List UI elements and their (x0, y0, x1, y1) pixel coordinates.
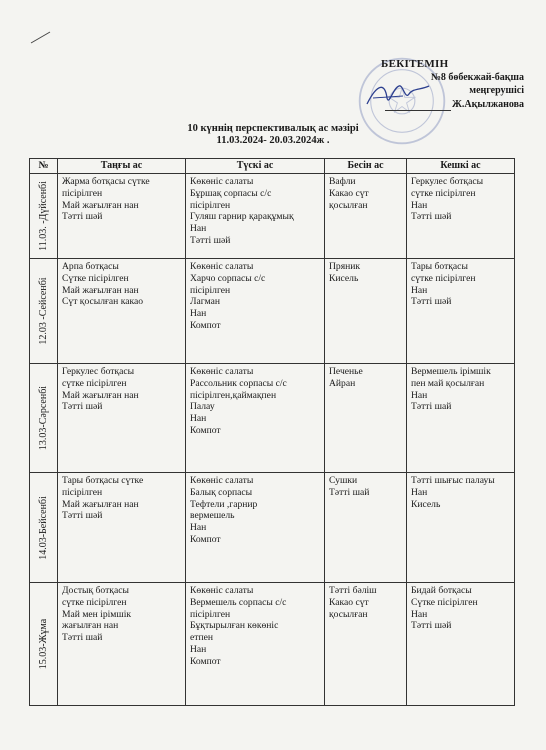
lunch-cell (186, 364, 325, 473)
document-date-range: 11.03.2024- 20.03.2024ж . (216, 135, 330, 146)
menu-item-line: Геркулес ботқасы (411, 176, 484, 187)
menu-item-line: Печенье (329, 366, 363, 377)
menu-item-line: Тефтели ,гарнир (190, 498, 258, 510)
afternoon-snack-cell (325, 364, 407, 473)
menu-item-line: пісірілген,қаймақпен (190, 389, 277, 401)
menu-item-line: Нан (411, 608, 428, 620)
menu-item-line: сүтке пісірілген (62, 377, 127, 389)
menu-item-line: Май жағылған нан (62, 284, 139, 296)
menu-item-line: Пряник (329, 261, 361, 272)
menu-item-line: пісірілген (190, 284, 231, 296)
menu-item-line: Арпа ботқасы (62, 261, 119, 272)
menu-item-line: Нан (411, 486, 428, 498)
menu-item-line: Сушки (329, 475, 358, 486)
menu-table-header-row (30, 159, 515, 174)
menu-item-line: Көкөніс салаты (190, 366, 254, 377)
menu-item-line: Какао сүт (329, 596, 369, 608)
menu-item-line: Май жағылған нан (62, 498, 139, 510)
menu-item-line: Нан (190, 223, 207, 235)
header-lunch: Түскі ас (186, 159, 325, 174)
menu-item-line: қосылған (329, 608, 368, 620)
menu-item-line: пен май қосылған (411, 377, 485, 389)
header-breakfast: Таңғы ас (58, 159, 186, 174)
menu-item-line: етпен (190, 632, 213, 644)
breakfast-cell (58, 364, 186, 473)
breakfast-cell (58, 583, 186, 706)
menu-item-line: Нан (190, 522, 207, 534)
breakfast-cell (58, 174, 186, 259)
table-row (30, 364, 515, 473)
menu-item-line: Компот (190, 424, 221, 436)
menu-item-line: Вермешель сорпасы с/с (190, 596, 287, 608)
menu-item-line: Көкөніс салаты (190, 261, 254, 272)
menu-table (29, 158, 515, 706)
menu-item-line: Компот (190, 319, 221, 331)
day-label: 15.03-Жұма (37, 618, 49, 670)
menu-item-line: Тәтті шәй (411, 211, 452, 223)
menu-item-line: пісірілген (190, 608, 231, 620)
dinner-cell (407, 473, 515, 583)
menu-item-line: Май жағылған нан (62, 199, 139, 211)
menu-item-line: Палау (190, 401, 215, 413)
signature-line (385, 110, 451, 111)
table-row (30, 259, 515, 364)
day-cell (30, 174, 58, 259)
menu-item-line: Тәтті шәй (411, 620, 452, 632)
menu-item-line: Тәтті шай (329, 486, 370, 498)
menu-item-line: Тары ботқасы (411, 261, 468, 272)
header-afternoon-snack: Бесін ас (325, 159, 407, 174)
lunch-cell (186, 174, 325, 259)
menu-item-line: Нан (411, 199, 428, 211)
day-label: 12.03 -Сейсенбі (37, 277, 49, 345)
menu-item-line: Тәтті бәліш (329, 585, 377, 596)
menu-item-line: Рассольник сорпасы с/с (190, 377, 287, 389)
menu-item-line: Достық ботқасы (62, 585, 129, 596)
dinner-cell (407, 364, 515, 473)
menu-item-line: Компот (190, 533, 221, 545)
menu-item-line: Нан (190, 308, 207, 320)
dinner-cell (407, 583, 515, 706)
menu-item-line: сүтке пісірілген (411, 272, 476, 284)
menu-item-line: пісірілген (62, 187, 103, 199)
table-row (30, 583, 515, 706)
menu-item-line: Сүт қосылған какао (62, 296, 144, 308)
approval-name: Ж.Ақылжанова (452, 99, 524, 110)
menu-item-line: Жарма ботқасы сүтке (62, 176, 150, 187)
day-label: 11.03. -Дүйсенбі (37, 181, 49, 251)
lunch-cell (186, 259, 325, 364)
menu-item-line: вермешель (190, 510, 235, 522)
menu-item-line: Көкөніс салаты (190, 585, 254, 596)
table-row (30, 473, 515, 583)
menu-item-line: Тәтті шәй (62, 211, 103, 223)
day-cell (30, 259, 58, 364)
menu-item-line: пісірілген (62, 486, 103, 498)
menu-item-line: Тәтті шай (62, 632, 103, 644)
approval-position: меңгерушісі (469, 85, 524, 96)
breakfast-cell (58, 259, 186, 364)
menu-item-line: Көкөніс салаты (190, 475, 254, 486)
menu-item-line: Май жағылған нан (62, 389, 139, 401)
menu-item-line: Балық сорпасы (190, 486, 253, 498)
menu-item-line: Вермешель ірімшік (411, 366, 491, 377)
menu-item-line: Вафли (329, 176, 356, 187)
dinner-cell (407, 174, 515, 259)
header-number: № (30, 159, 58, 174)
menu-item-line: Нан (190, 413, 207, 425)
menu-item-line: Нан (411, 389, 428, 401)
menu-item-line: Тары ботқасы сүтке (62, 475, 144, 486)
menu-item-line: Тәтті шәй (62, 401, 103, 413)
menu-item-line: Тәтті шәй (411, 296, 452, 308)
menu-item-line: Бидай ботқасы (411, 585, 472, 596)
menu-item-line: Тәтті шығыс палауы (411, 475, 495, 486)
pen-scratch-mark (30, 30, 52, 44)
menu-item-line: Гуляш гарнир қарақұмық (190, 211, 294, 223)
menu-item-line: Сүтке пісірілген (411, 596, 478, 608)
menu-item-line: Нан (190, 643, 207, 655)
menu-item-line: Кисель (411, 498, 441, 510)
menu-item-line: Айран (329, 377, 356, 389)
menu-item-line: жағылған нан (62, 620, 119, 632)
menu-item-line: Нан (411, 284, 428, 296)
menu-item-line: Компот (190, 655, 221, 667)
day-cell (30, 364, 58, 473)
menu-item-line: Май мен ірімшік (62, 608, 132, 620)
menu-item-line: сүтке пісірілген (411, 187, 476, 199)
table-row (30, 174, 515, 259)
day-cell (30, 583, 58, 706)
dinner-cell (407, 259, 515, 364)
menu-item-line: Харчо сорпасы с/с (190, 272, 266, 284)
menu-item-line: пісірілген (190, 199, 231, 211)
handwritten-signature (363, 80, 433, 110)
menu-item-line: Какао сүт (329, 187, 369, 199)
breakfast-cell (58, 473, 186, 583)
menu-item-line: Тәтті шәй (62, 510, 103, 522)
menu-item-line: Кисель (329, 272, 359, 284)
menu-item-line: Сүтке пісірілген (62, 272, 129, 284)
approval-institution: №8 бөбекжай-бақша (430, 72, 524, 83)
document-title: 10 күннің перспективалық ас мәзірі (187, 123, 359, 134)
menu-item-line: Бұршақ сорпасы с/с (190, 187, 272, 199)
lunch-cell (186, 473, 325, 583)
menu-item-line: Тәтті шәй (190, 234, 231, 246)
afternoon-snack-cell (325, 174, 407, 259)
afternoon-snack-cell (325, 473, 407, 583)
menu-item-line: Көкөніс салаты (190, 176, 254, 187)
afternoon-snack-cell (325, 583, 407, 706)
day-label: 13.03-Сәрсенбі (37, 385, 49, 451)
menu-item-line: Геркулес ботқасы (62, 366, 135, 377)
menu-item-line: Тәтті шай (411, 401, 452, 413)
menu-item-line: Лагман (190, 296, 220, 308)
approval-heading: БЕКІТЕМІН (381, 58, 449, 70)
afternoon-snack-cell (325, 259, 407, 364)
header-dinner: Кешкі ас (407, 159, 515, 174)
menu-item-line: қосылған (329, 199, 368, 211)
day-cell (30, 473, 58, 583)
menu-item-line: Бұқтырылған көкөніс (190, 620, 279, 632)
menu-item-line: сүтке пісірілген (62, 596, 127, 608)
lunch-cell (186, 583, 325, 706)
day-label: 14.03-Бейсенбі (37, 495, 49, 560)
